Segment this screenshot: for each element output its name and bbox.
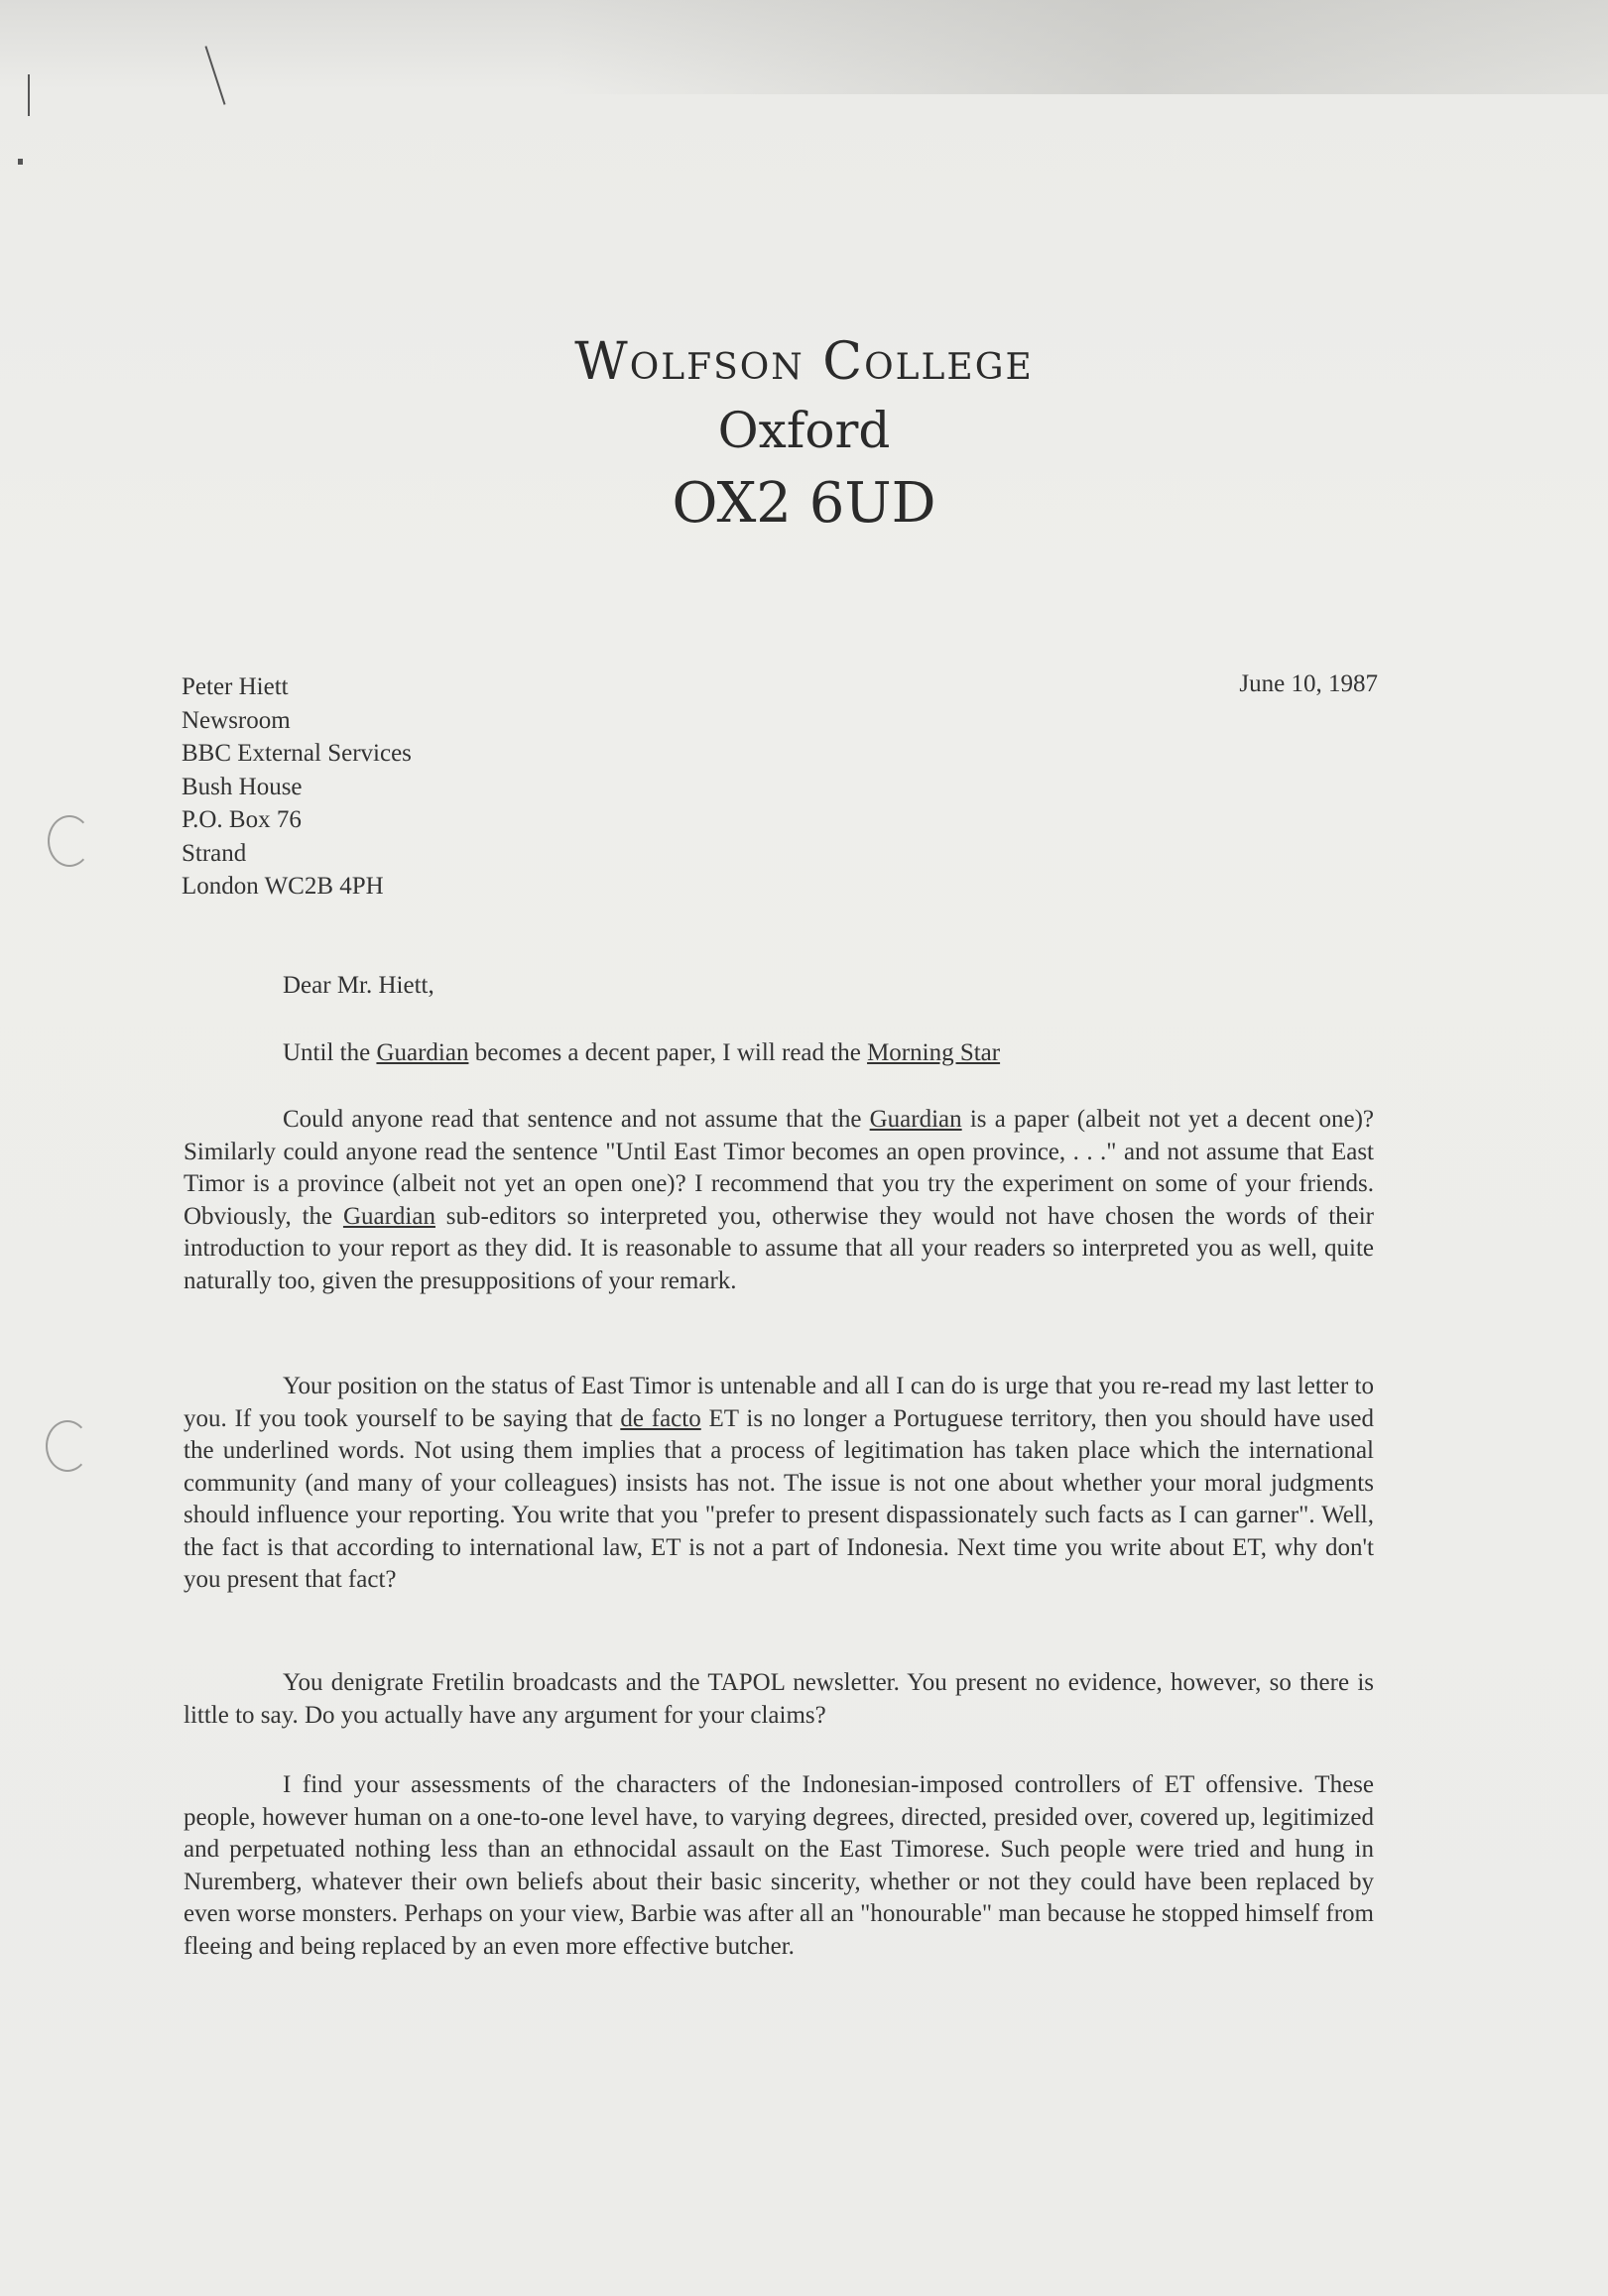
body-paragraph-2: Your position on the status of East Timor is untenable and all I can do is urge that you re-read my last letter to you. If you took yourself to be saying that de facto ET is no longer a Portuguese territory, then you should have used the underlined words. Not using them implies that a process of legitimation has taken place which the international community (and many of your colleagues) insists has not. The issue is not one about whether your moral judgments should influence your reporting. You write that you "prefer to present dispassionately such facts as I can garner". Well, the fact is that according to international law, ET is not a part of Indonesia. Next time you write about ET, why don't you present that fact? <box>184 1373 1374 1593</box>
underlined-title: Guardian <box>376 1039 469 1066</box>
address-line: BBC External Services <box>182 740 412 767</box>
opening-line: Until the Guardian becomes a decent paper, I will read the Morning Star <box>283 1039 1001 1066</box>
scan-smudge <box>556 0 1608 94</box>
underlined-title: Guardian <box>869 1106 962 1133</box>
recipient-address <box>182 670 412 904</box>
letter-date: June 10, 1987 <box>1239 670 1378 697</box>
address-line: P.O. Box 76 <box>182 806 302 833</box>
underlined-title: Guardian <box>342 1202 435 1230</box>
salutation: Dear Mr. Hiett, <box>283 972 434 999</box>
address-line: Peter Hiett <box>182 673 289 700</box>
underlined-title: Morning Star <box>867 1039 1001 1066</box>
letterhead-college: Wolfson College <box>574 332 1034 392</box>
letterhead-city: Oxford <box>717 402 891 459</box>
address-line: Newsroom <box>182 706 291 734</box>
punch-hole-mark <box>46 1420 89 1472</box>
body-paragraph-1: Could anyone read that sentence and not assume that the Guardian is a paper (albeit not yet a decent one)? Similarly could anyone read the sentence "Until East Timor becomes an open province, . . ." and not assume that East Timor is a province (albeit not yet an open one)? I recommend that you try the experiment on some of your friends. Obviously, the Guardian sub-editors so interpreted you, otherwise they would not have chosen the words of their introduction to your report as they did. It is reasonable to assume that all your readers so interpreted you as well, quite naturally too, given the presuppositions of your remark. <box>184 1106 1375 1294</box>
letterhead-postcode: OX2 6UD <box>672 471 936 536</box>
address-line: Strand <box>182 839 247 867</box>
scan-mark <box>28 74 30 116</box>
body-paragraph-3: You denigrate Fretilin broadcasts and the TAPOL newsletter. You present no evidence, however, so there is little to say. Do you actually have any argument for your claims? <box>184 1669 1374 1729</box>
scan-mark <box>18 159 23 165</box>
punch-hole-mark <box>48 815 91 867</box>
address-line: Bush House <box>182 773 303 800</box>
address-line: London WC2B 4PH <box>182 873 384 900</box>
scan-mark <box>204 46 225 105</box>
underlined-phrase: de facto <box>620 1404 701 1432</box>
body-paragraph-4: I find your assessments of the characters of the Indonesian-imposed controllers of ET offensive. These people, however human on a one-to-one level have, to varying degrees, directed, presided over, covered up, legitimized and perpetuated nothing less than an ethnocidal assault on the East Timorese. Such people were tried and hung in Nuremberg, whatever their own beliefs about their basic sincerity, whether or not they could have been replaced by even worse monsters. Perhaps on your view, Barbie was after all an "honourable" man because he stopped himself from fleeing and being replaced by an even more effective butcher. <box>184 1771 1374 1960</box>
